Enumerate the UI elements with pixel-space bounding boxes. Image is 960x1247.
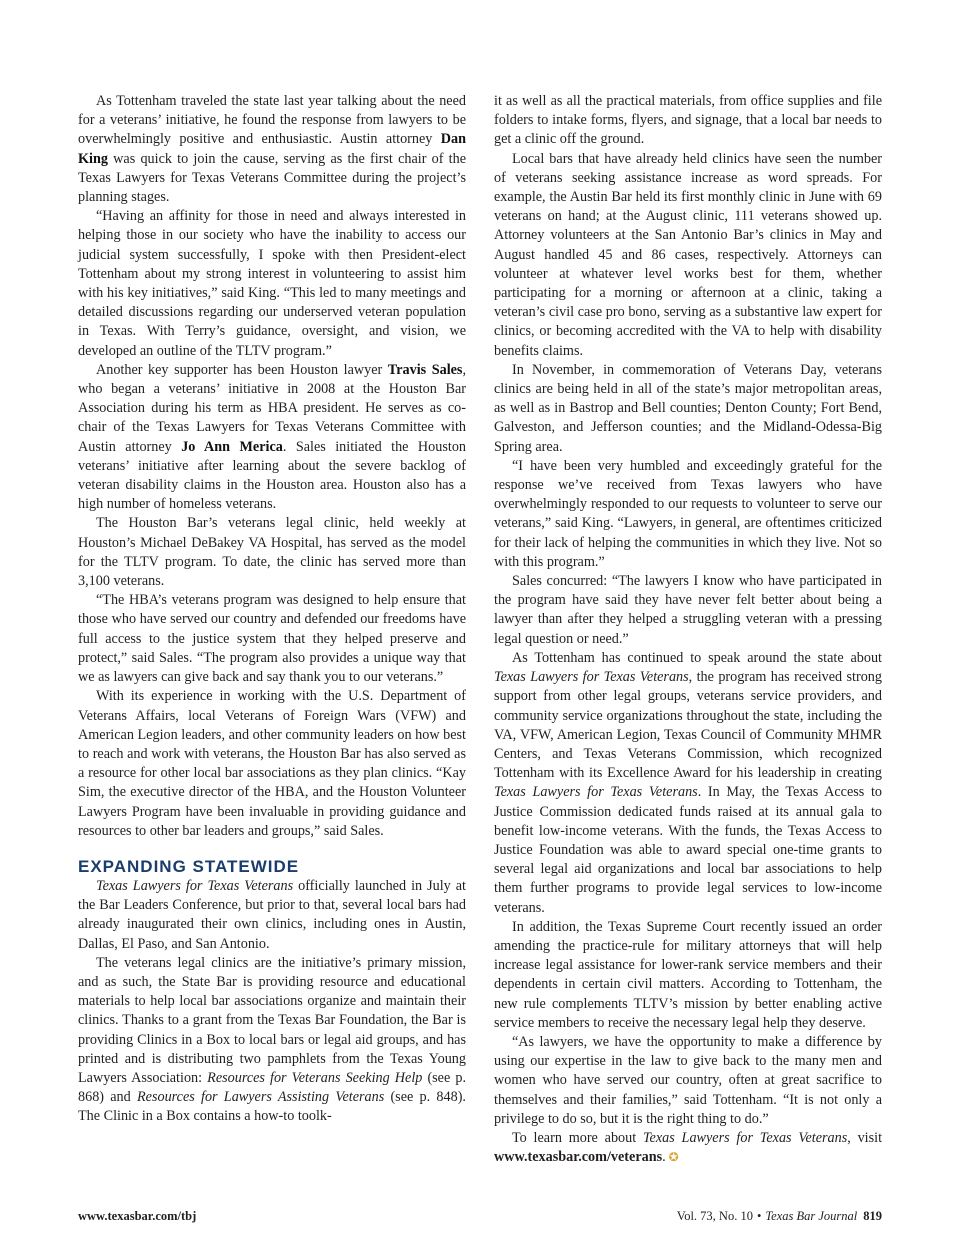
- text-run: , the program has received strong support from other legal groups, veterans service providers, and community service organizations throughout the state, including the VA, VFW, American Legion, Texas Council of Community MHMR Centers, and Texas Veterans Commission, which recognized Tottenham with its Excellence Award for his leadership in creating: [494, 669, 882, 782]
- bullet-separator: •: [756, 1209, 762, 1223]
- italic-title: Texas Lawyers for Texas Veterans: [642, 1129, 848, 1146]
- text-run: , who began a veterans’ initiative in 2008 at the Houston Bar Association during his term as HBA president. He serves as co-chair of the Texas Lawyers for Texas Veterans Committee with Austin attorney: [78, 361, 466, 455]
- italic-title: Texas Lawyers for Texas Veterans: [96, 877, 294, 894]
- paragraph: [78, 92, 466, 207]
- page-number: 819: [863, 1209, 882, 1223]
- paragraph: “I have been very humbled and exceedingly grateful for the response we’ve received from Texas lawyers who have overwhelmingly responded to our requests to volunteer to serve our veterans,” said King. “Lawyers, in general, are oftentimes criticized for their lack of helping the communities in which they live. Not so with this program.”: [494, 457, 882, 570]
- text-run: was quick to join the cause, serving as the first chair of the Texas Lawyers for Texas Veterans Committee during the project’s planning stages.: [78, 150, 466, 206]
- italic-title: Resources for Veterans Seeking Help: [207, 1069, 423, 1086]
- paragraph: Sales concurred: “The lawyers I know who have participated in the program have said they have never felt better about being a lawyer than after they helped a struggling veteran with a pressing legal question or need.”: [494, 573, 882, 647]
- text-run: . In May, the Texas Access to Justice Commission dedicated funds raised at its annual gala to benefit low-income veterans. With the funds, the Texas Access to Justice Foundation was able to award special one-time grants to several legal aid organizations and local bar associations to help them further programs to provide legal services to low-income veterans.: [494, 784, 882, 916]
- paragraph: [494, 1129, 882, 1167]
- paragraph: In November, in commemoration of Veterans Day, veterans clinics are being held in all of the state’s major metropolitan areas, as well as in Bastrop and Bell counties; Denton County; Fort Bend, Galveston, and Jefferson counties; and the Midland-Odessa-Big Spring area.: [494, 361, 882, 455]
- volume-info: Vol. 73, No. 10: [676, 1209, 753, 1223]
- paragraph: “The HBA’s veterans program was designed to help ensure that those who have served our country and defended our freedoms have full access to the justice system that they helped preserve and protect,” said Sales. “The program also provides a unique way that we as lawyers can give back and say thank you to our veterans.”: [78, 592, 466, 686]
- person-name: Travis Sales: [387, 361, 463, 378]
- left-column: [78, 92, 466, 1127]
- text-run: Another key supporter has been Houston lawyer: [96, 361, 388, 378]
- paragraph: it as well as all the practical materials, from office supplies and file folders to intake forms, flyers, and signage, that a local bar needs to get a clinic off the ground.: [494, 93, 882, 148]
- paragraph: [78, 954, 466, 1127]
- person-name: Jo Ann Merica: [181, 438, 283, 455]
- paragraph: [78, 877, 466, 954]
- paragraph: [494, 649, 882, 918]
- paragraph: [78, 361, 466, 515]
- text-run: As Tottenham traveled the state last year talking about the need for a veterans’ initiative, he found the response from lawyers to be overwhelmingly positive and enthusiastic. Austin attorney: [78, 93, 466, 148]
- paragraph: The Houston Bar’s veterans legal clinic, held weekly at Houston’s Michael DeBakey VA Hospital, has served as the model for the TLTV program. To date, the clinic has served more than 3,100 veterans.: [78, 515, 466, 590]
- section-heading: EXPANDING STATEWIDE: [78, 856, 300, 876]
- veterans-link[interactable]: www.texasbar.com/veterans: [494, 1149, 663, 1166]
- paragraph: In addition, the Texas Supreme Court recently issued an order amending the practice-rule for military attorneys that will help increase legal assistance for lower-rank service members and their dependents in certain civil matters. According to Tottenham, the new rule complements TLTV’s mission by better enabling active service members to receive the necessary legal help they deserve.: [494, 918, 882, 1031]
- right-column: [494, 92, 882, 1167]
- text-run: officially launched in July at the Bar Leaders Conference, but prior to that, several local bars had already inaugurated their own clinics, including ones in Austin, Dallas, El Paso, and San Antonio.: [78, 877, 467, 952]
- text-run: As Tottenham has continued to speak around the state about: [512, 649, 882, 666]
- text-run: (see p. 848). The Clinic in a Box contains a how-to toolk-: [78, 1089, 466, 1125]
- text-run: , visit: [847, 1129, 883, 1146]
- text-run: To learn more about: [512, 1129, 643, 1146]
- italic-title: Resources for Lawyers Assisting Veterans: [136, 1089, 385, 1106]
- paragraph: “Having an affinity for those in need and always interested in helping those in our society who have the inability to access our judicial system successfully, I spoke with then President-elect Tottenham about my strong interest in volunteering to assist him with his key initiatives,” said King. “This led to many meetings and detailed discussions regarding our underserved veteran population in Texas. With Terry’s guidance, oversight, and vision, we developed an outline of the TLTV program.”: [78, 208, 466, 359]
- text-run: . Sales initiated the Houston veterans’ initiative after learning about the severe backlog of veteran disability claims in the Houston area. Houston also has a high number of homeless veterans.: [78, 438, 467, 513]
- journal-name: Texas Bar Journal: [765, 1209, 858, 1223]
- paragraph: “As lawyers, we have the opportunity to make a difference by using our expertise in the law to give back to the many men and women who have served our country, often at great sacrifice to themselves and their families,” said Tottenham. “It is not only a privilege to do so, but it is the right thing to do.”: [494, 1033, 882, 1127]
- italic-title: Texas Lawyers for Texas Veterans: [494, 669, 689, 686]
- person-name: Dan King: [78, 131, 466, 167]
- end-mark-icon: ✪: [668, 1150, 679, 1165]
- text-run: The veterans legal clinics are the initiative’s primary mission, and as such, the State Bar is providing resource and educational materials to help local bar associations organize and maintain their clinics. Thanks to a grant from the Texas Bar Foundation, the Bar is providing Clinics in a Box to local bars or legal aid groups, and has printed and is distributing two pamphlets from the Texas Young Lawyers Association:: [78, 954, 466, 1086]
- footer-url[interactable]: www.texasbar.com/tbj: [78, 1209, 197, 1223]
- paragraph: With its experience in working with the U.S. Department of Veterans Affairs, local Veterans of Foreign Wars (VFW) and American Legion leaders, and other community leaders on how best to reach and work with veterans, the Houston Bar has also served as a resource for other local bar associations as they plan clinics. “Kay Sim, the executive director of the HBA, and the Houston Volunteer Lawyers Program have been invaluable in providing guidance and resources to other bar leaders and groups,” said Sales.: [78, 688, 466, 839]
- text-run: (see p. 868) and: [78, 1069, 466, 1106]
- text-run: .: [662, 1149, 666, 1166]
- footer-issue-info: [677, 1208, 882, 1224]
- paragraph: Local bars that have already held clinics have seen the number of veterans seeking assistance increase as word spreads. For example, the Austin Bar held its first monthly clinic in June with 69 veterans on hand; at the August clinic, 111 veterans showed up. Attorney volunteers at the San Antonio Bar’s clinics in May and August handled 45 and 86 cases, respectively. Attorneys can volunteer at whatever level works best for them, whether participating for a morning or afternoon at a clinic, taking a veteran’s civil case pro bono, serving as a substantive law expert for clinics, or becoming accredited with the VA to help with disability benefits claims.: [494, 150, 882, 359]
- italic-title: Texas Lawyers for Texas Veterans: [494, 784, 698, 801]
